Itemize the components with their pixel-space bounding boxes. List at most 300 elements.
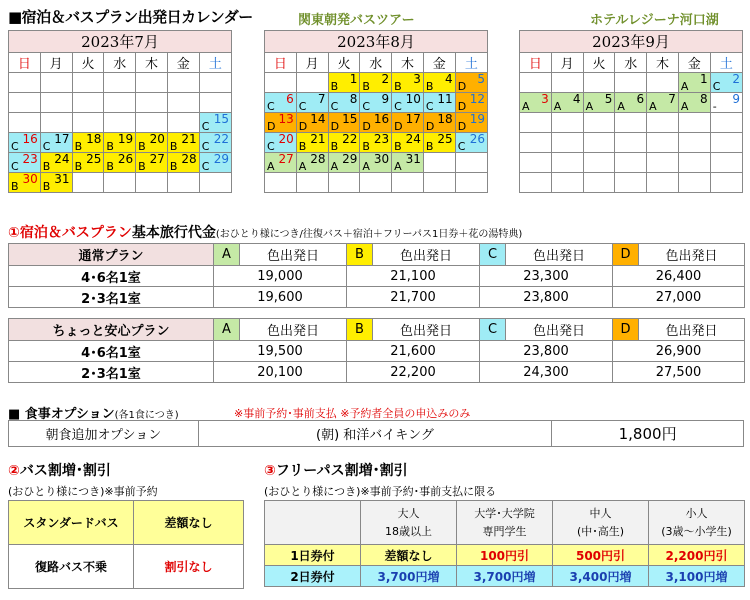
- calendar-day-cell: [40, 93, 72, 113]
- calendar-week-row: [520, 153, 743, 173]
- calendar-day-cell: [167, 173, 199, 193]
- day-code: B: [330, 140, 339, 153]
- price-cell: 27,000: [613, 287, 745, 308]
- color-departure-label: 色出発日: [373, 319, 480, 341]
- calendar-day-cell: [104, 153, 136, 173]
- calendar-day-cell: [9, 153, 41, 173]
- day-code: B: [138, 140, 146, 153]
- day-code: A: [680, 80, 689, 93]
- calendar-day-cell: [551, 93, 583, 113]
- calendar-day-cell: [136, 73, 168, 93]
- price-cell: 22,200: [347, 362, 480, 383]
- room-type: 2･3名1室: [9, 362, 214, 383]
- day-code: D: [330, 120, 340, 133]
- calendar-day-cell: [104, 173, 136, 193]
- weekday-label: 木: [136, 53, 168, 73]
- day-code: A: [617, 100, 625, 113]
- calendar-july: [8, 30, 232, 193]
- tour-label: 関東朝発バスツアー: [298, 13, 415, 28]
- calendar-week-row: [9, 153, 232, 173]
- day-number: 25: [437, 132, 453, 146]
- day-code: B: [425, 140, 434, 153]
- color-departure-label: 色出発日: [639, 244, 745, 266]
- day-number: 19: [469, 112, 485, 126]
- calendar-week-row: [265, 113, 488, 133]
- calendar-day-cell: [551, 153, 583, 173]
- day-number: 15: [213, 112, 229, 126]
- day-number: 1: [700, 72, 708, 86]
- calendar-week-row: [265, 153, 488, 173]
- weekday-label: 月: [40, 53, 72, 73]
- calendar-day-cell: [551, 133, 583, 153]
- section2-note: (おひとり様につき)※事前予約: [8, 485, 158, 498]
- day-code: D: [457, 80, 467, 93]
- weekday-label: 水: [615, 53, 647, 73]
- calendar-day-cell: [9, 173, 41, 193]
- calendar-week-row: [9, 93, 232, 113]
- calendar-day-cell: [647, 173, 679, 193]
- meal-row: [9, 421, 744, 447]
- day-code: C: [11, 160, 19, 173]
- day-number: 9: [381, 92, 390, 106]
- price-cell: 27,500: [613, 362, 745, 383]
- price-cell: 19,500: [214, 341, 347, 362]
- calendar-weekday-row: [520, 53, 743, 73]
- day-number: 24: [54, 152, 70, 166]
- calendar-week-row: [9, 173, 232, 193]
- weekday-label: 日: [265, 53, 297, 73]
- day-code: A: [585, 100, 594, 113]
- day-number: 3: [541, 92, 549, 106]
- day-code: B: [42, 180, 51, 193]
- day-number: 19: [117, 132, 134, 146]
- calendar-day-cell: [615, 113, 647, 133]
- calendar-day-cell: [455, 73, 487, 93]
- day-code: B: [298, 140, 307, 153]
- meal-title: ■ 食事オプション(各1食につき): [8, 407, 179, 422]
- calendar-day-cell: [710, 133, 742, 153]
- calendar-day-cell: [360, 153, 392, 173]
- calendar-day-cell: [40, 113, 72, 133]
- day-code: A: [362, 160, 370, 173]
- day-number: 26: [469, 132, 485, 146]
- day-code: A: [298, 160, 307, 173]
- color-departure-label: 色出発日: [506, 244, 613, 266]
- calendar-day-cell: [199, 93, 231, 113]
- pass-price: 100円引: [457, 545, 553, 566]
- color-departure-label: 色出発日: [240, 244, 347, 266]
- day-code: B: [362, 140, 370, 153]
- day-number: 20: [278, 132, 294, 146]
- day-code: C: [201, 120, 210, 133]
- weekday-label: 水: [360, 53, 392, 73]
- normal-plan-table: [8, 243, 745, 308]
- calendar-day-cell: [296, 93, 328, 113]
- calendar-day-cell: [265, 73, 297, 93]
- calendar-day-cell: [167, 93, 199, 113]
- pass-price: 2,200円引: [649, 545, 745, 566]
- day-number: 6: [636, 92, 645, 106]
- calendar-day-cell: [296, 113, 328, 133]
- day-code: B: [394, 80, 402, 93]
- calendar-day-cell: [104, 93, 136, 113]
- weekday-label: 木: [647, 53, 679, 73]
- freepass-category-header: [361, 501, 457, 545]
- pass-price: 3,100円増: [649, 566, 745, 587]
- calendar-day-cell: [583, 153, 615, 173]
- day-code: C: [267, 100, 275, 113]
- calendar-day-cell: [199, 73, 231, 93]
- calendar-day-cell: [40, 73, 72, 93]
- day-number: 27: [278, 152, 294, 166]
- day-code: C: [267, 140, 275, 153]
- weekday-label: 日: [9, 53, 41, 73]
- calendar-month-row: [265, 31, 488, 53]
- meal-name: 朝食追加オプション: [9, 421, 199, 447]
- calendar-day-cell: [40, 133, 72, 153]
- day-number: 28: [310, 152, 326, 166]
- calendar-day-cell: [328, 73, 360, 93]
- day-number: 18: [437, 112, 453, 126]
- day-code: C: [298, 100, 307, 113]
- calendar-day-cell: [392, 93, 424, 113]
- calendar-day-cell: [710, 93, 742, 113]
- calendar-day-cell: [199, 113, 231, 133]
- category-name: 中人: [589, 506, 612, 520]
- weekday-label: 火: [328, 53, 360, 73]
- calendar-day-cell: [167, 133, 199, 153]
- calendar-day-cell: [360, 113, 392, 133]
- price-cell: 26,900: [613, 341, 745, 362]
- calendar-day-cell: [296, 173, 328, 193]
- price-cell: 21,600: [347, 341, 480, 362]
- price-cell: 26,400: [613, 266, 745, 287]
- day-number: 15: [342, 112, 358, 126]
- price-cell: 21,700: [347, 287, 480, 308]
- calendar-day-cell: [136, 93, 168, 113]
- plan-price-row: [9, 341, 745, 362]
- calendar-day-cell: [583, 113, 615, 133]
- freepass-category-header: [649, 501, 745, 545]
- day-number: 30: [373, 152, 390, 166]
- calendar-day-cell: [520, 153, 552, 173]
- calendar-day-cell: [392, 113, 424, 133]
- day-number: 2: [381, 72, 390, 86]
- calendar-day-cell: [40, 153, 72, 173]
- day-number: 6: [286, 92, 294, 106]
- calendar-week-row: [265, 73, 488, 93]
- room-type: 4･6名1室: [9, 341, 214, 362]
- category-name: 小人: [685, 506, 708, 520]
- weekday-label: 金: [423, 53, 455, 73]
- day-code: D: [394, 120, 403, 133]
- calendar-day-cell: [328, 153, 360, 173]
- section3-title: ③フリーパス割増･割引: [264, 463, 408, 479]
- calendar-day-cell: [647, 113, 679, 133]
- calendar-day-cell: [328, 113, 360, 133]
- calendar-week-row: [265, 133, 488, 153]
- calendar-day-cell: [678, 113, 710, 133]
- day-number: 18: [86, 132, 102, 146]
- calendar-day-cell: [9, 113, 41, 133]
- color-code: A: [214, 244, 240, 266]
- calendar-day-cell: [678, 93, 710, 113]
- calendar-day-cell: [520, 173, 552, 193]
- day-code: C: [201, 160, 210, 173]
- freepass-table: [264, 500, 745, 587]
- calendar-day-cell: [423, 173, 455, 193]
- calendar-day-cell: [9, 93, 41, 113]
- weekday-label: 火: [72, 53, 104, 73]
- pass-price: 500円引: [553, 545, 649, 566]
- day-code: A: [267, 160, 275, 173]
- calendar-day-cell: [423, 133, 455, 153]
- category-name: 大学･大学院: [474, 506, 535, 520]
- calendar-day-cell: [72, 133, 104, 153]
- calendar-day-cell: [104, 113, 136, 133]
- calendar-day-cell: [265, 113, 297, 133]
- bus-option-label: スタンダードバス: [9, 501, 134, 545]
- day-code: B: [169, 140, 178, 153]
- meal-price: 1,800円: [552, 421, 744, 447]
- plan-name: ちょっと安心プラン: [9, 319, 214, 341]
- calendar-day-cell: [72, 73, 104, 93]
- plan-price-row: [9, 362, 745, 383]
- calendar-day-cell: [392, 153, 424, 173]
- calendar-day-cell: [296, 133, 328, 153]
- calendar-day-cell: [136, 173, 168, 193]
- calendar-day-cell: [136, 153, 168, 173]
- day-code: B: [74, 160, 83, 173]
- calendar-day-cell: [328, 93, 360, 113]
- calendar-day-cell: [455, 153, 487, 173]
- calendar-day-cell: [615, 173, 647, 193]
- price-cell: 23,800: [480, 287, 613, 308]
- day-number: 17: [405, 112, 421, 126]
- day-number: 23: [22, 152, 38, 166]
- calendar-week-row: [265, 93, 488, 113]
- calendar-day-cell: [551, 173, 583, 193]
- calendar-week-row: [520, 93, 743, 113]
- day-number: 16: [22, 132, 38, 146]
- day-code: D: [457, 100, 467, 113]
- day-code: B: [138, 160, 146, 173]
- calendar-day-cell: [423, 73, 455, 93]
- day-number: 5: [477, 72, 485, 86]
- calendar-day-cell: [615, 153, 647, 173]
- pass-type: 1日券付: [265, 545, 361, 566]
- calendar-day-cell: [40, 173, 72, 193]
- day-number: 17: [54, 132, 70, 146]
- day-number: 31: [405, 152, 421, 166]
- calendar-day-cell: [136, 133, 168, 153]
- calendar-week-row: [520, 73, 743, 93]
- calendar-day-cell: [136, 113, 168, 133]
- calendar-day-cell: [104, 133, 136, 153]
- day-number: 29: [342, 152, 358, 166]
- category-name: 大人: [397, 506, 420, 520]
- day-code: D: [425, 120, 435, 133]
- calendar-day-cell: [392, 173, 424, 193]
- calendar-day-cell: [328, 173, 360, 193]
- color-departure-label: 色出発日: [373, 244, 480, 266]
- calendar-day-cell: [265, 133, 297, 153]
- calendar-day-cell: [328, 133, 360, 153]
- calendar-day-cell: [647, 133, 679, 153]
- day-code: D: [267, 120, 276, 133]
- day-code: B: [330, 80, 339, 93]
- calendar-day-cell: [678, 173, 710, 193]
- color-code: B: [347, 319, 373, 341]
- calendar-day-cell: [423, 153, 455, 173]
- hotel-label: ホテルレジーナ河口湖: [590, 13, 719, 28]
- weekday-label: 金: [167, 53, 199, 73]
- calendar-day-cell: [296, 73, 328, 93]
- category-detail: 専門学生: [482, 524, 527, 538]
- color-departure-label: 色出発日: [639, 319, 745, 341]
- day-code: B: [106, 140, 114, 153]
- calendar-day-cell: [678, 133, 710, 153]
- bus-row: [9, 545, 244, 589]
- day-number: 9: [732, 92, 740, 106]
- freepass-corner: [265, 501, 361, 545]
- room-type: 4･6名1室: [9, 266, 214, 287]
- calendar-day-cell: [551, 113, 583, 133]
- calendar-day-cell: [72, 173, 104, 193]
- calendar-day-cell: [455, 173, 487, 193]
- calendar-day-cell: [520, 93, 552, 113]
- calendar-day-cell: [615, 93, 647, 113]
- day-code: B: [169, 160, 178, 173]
- day-code: A: [680, 100, 689, 113]
- day-code: C: [330, 100, 339, 113]
- day-number: 8: [349, 92, 358, 106]
- calendar-day-cell: [104, 73, 136, 93]
- calendar-week-row: [520, 113, 743, 133]
- bus-option-value: 差額なし: [134, 501, 244, 545]
- day-number: 26: [117, 152, 134, 166]
- day-number: 21: [310, 132, 326, 146]
- calendar-day-cell: [167, 113, 199, 133]
- day-code: A: [522, 100, 530, 113]
- day-number: 22: [342, 132, 358, 146]
- day-code: A: [649, 100, 657, 113]
- day-number: 29: [213, 152, 229, 166]
- price-cell: 23,300: [480, 266, 613, 287]
- price-cell: 19,000: [214, 266, 347, 287]
- day-number: 11: [437, 92, 453, 106]
- calendar-day-cell: [678, 73, 710, 93]
- calendar-week-row: [9, 133, 232, 153]
- calendar-day-cell: [265, 153, 297, 173]
- calendar-weekday-row: [9, 53, 232, 73]
- calendar-day-cell: [583, 173, 615, 193]
- plan-name: 通常プラン: [9, 244, 214, 266]
- day-number: 30: [22, 172, 38, 186]
- day-code: C: [425, 100, 434, 113]
- calendar-month-title: 2023年9月: [520, 31, 743, 53]
- section2-title: ②バス割増･割引: [8, 463, 111, 479]
- color-code: C: [480, 319, 506, 341]
- calendar-month-title: 2023年7月: [9, 31, 232, 53]
- room-type: 2･3名1室: [9, 287, 214, 308]
- day-code: C: [362, 100, 371, 113]
- pass-price: 3,700円増: [361, 566, 457, 587]
- day-number: 10: [405, 92, 421, 106]
- calendar-day-cell: [455, 93, 487, 113]
- calendar-day-cell: [455, 133, 487, 153]
- calendar-week-row: [520, 133, 743, 153]
- day-number: 2: [732, 72, 740, 86]
- day-code: C: [712, 80, 721, 93]
- weekday-label: 月: [551, 53, 583, 73]
- color-code: D: [613, 244, 639, 266]
- day-code: C: [201, 140, 210, 153]
- calendar-day-cell: [647, 73, 679, 93]
- calendar-week-row: [9, 73, 232, 93]
- category-detail: 18歳以上: [385, 524, 432, 538]
- calendar-day-cell: [647, 153, 679, 173]
- weekday-label: 木: [392, 53, 424, 73]
- calendar-day-cell: [265, 173, 297, 193]
- pass-price: 3,700円増: [457, 566, 553, 587]
- calendar-day-cell: [392, 73, 424, 93]
- meal-table: [8, 420, 744, 447]
- meal-desc: (朝) 和洋バイキング: [198, 421, 551, 447]
- calendar-day-cell: [710, 73, 742, 93]
- weekday-label: 金: [678, 53, 710, 73]
- calendar-day-cell: [9, 73, 41, 93]
- calendar-week-row: [520, 173, 743, 193]
- calendar-day-cell: [199, 153, 231, 173]
- day-number: 31: [54, 172, 70, 186]
- day-code: B: [394, 140, 402, 153]
- section1-title: ①宿泊＆バスプラン基本旅行代金(おひとり様につき/往復バス＋宿泊＋フリーパス1日券＋花の湯特典): [8, 225, 523, 241]
- day-code: B: [106, 160, 114, 173]
- day-number: 23: [373, 132, 390, 146]
- weekday-label: 火: [583, 53, 615, 73]
- calendar-day-cell: [583, 93, 615, 113]
- plan-header-row: [9, 244, 745, 266]
- day-number: 27: [149, 152, 165, 166]
- color-code: B: [347, 244, 373, 266]
- freepass-category-header: [553, 501, 649, 545]
- page-title: ■宿泊＆バスプラン出発日カレンダー: [8, 8, 253, 26]
- calendar-day-cell: [360, 173, 392, 193]
- color-code: A: [214, 319, 240, 341]
- bus-table: [8, 500, 244, 589]
- calendar-day-cell: [199, 133, 231, 153]
- day-number: 4: [572, 92, 581, 106]
- calendar-day-cell: [423, 113, 455, 133]
- day-code: C: [394, 100, 402, 113]
- plan-header-row: [9, 319, 745, 341]
- day-number: 13: [278, 112, 294, 126]
- day-number: 7: [668, 92, 676, 106]
- day-number: 8: [700, 92, 708, 106]
- calendar-day-cell: [72, 113, 104, 133]
- day-code: -: [712, 100, 717, 113]
- calendar-day-cell: [520, 133, 552, 153]
- day-number: 14: [310, 112, 326, 126]
- calendar-month-row: [520, 31, 743, 53]
- day-code: B: [42, 160, 51, 173]
- day-number: 12: [469, 92, 485, 106]
- section3-note: (おひとり様につき)※事前予約･事前支払に限る: [264, 485, 497, 498]
- freepass-row: [265, 545, 745, 566]
- day-number: 28: [181, 152, 197, 166]
- day-code: B: [11, 180, 19, 193]
